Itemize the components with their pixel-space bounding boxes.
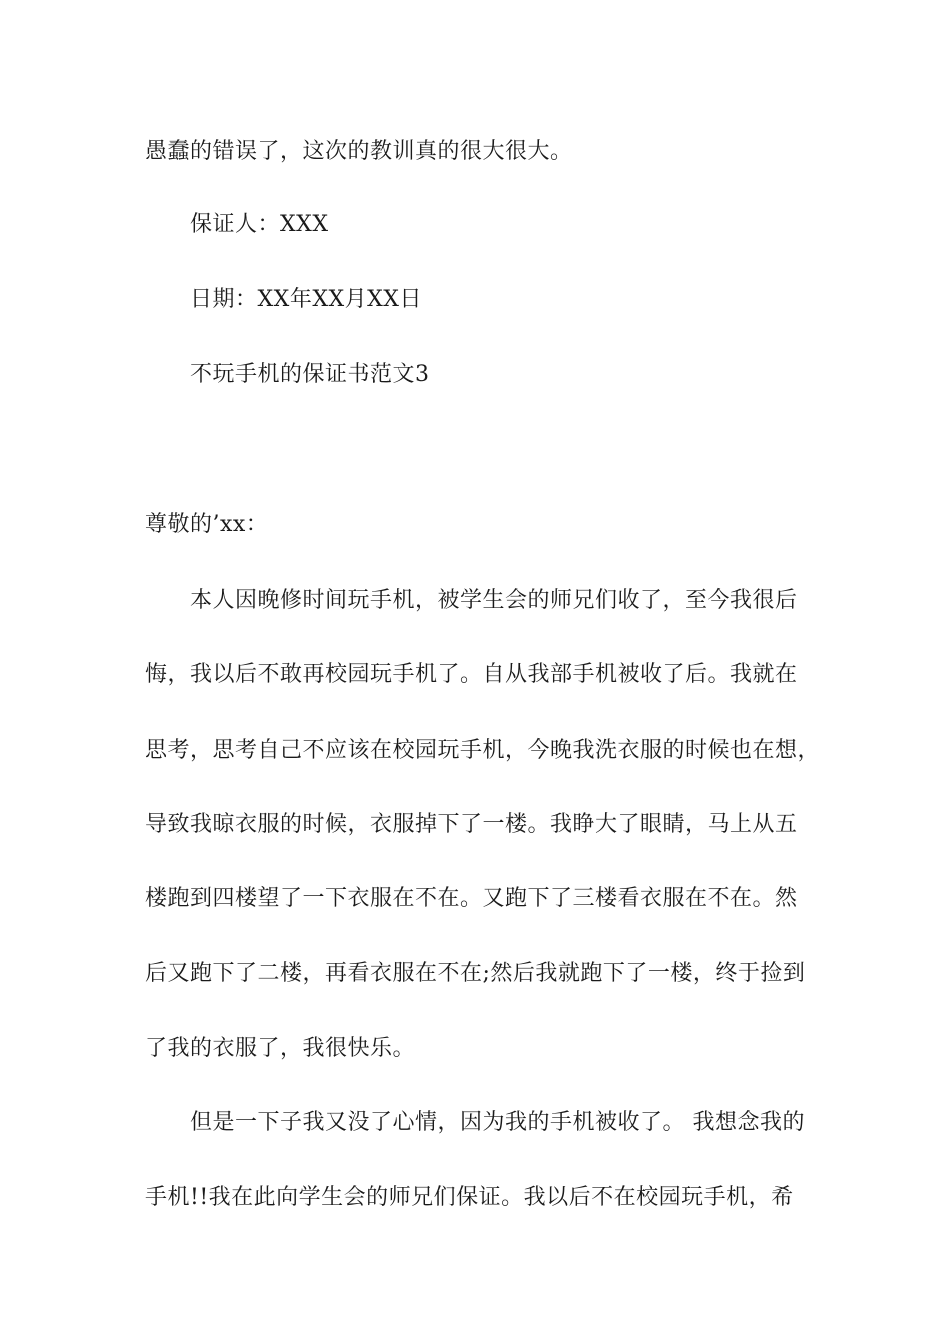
paragraph-1-line-6: 后又跑下了二楼，再看衣服在不在;然后我就跑下了一楼，终于捡到 — [145, 961, 806, 986]
salutation: 尊敬的’xx： — [145, 512, 269, 537]
section-title: 不玩手机的保证书范文3 — [190, 362, 430, 387]
paragraph-1-line-1: 本人因晚修时间玩手机，被学生会的师兄们收了，至今我很后 — [190, 588, 798, 613]
paragraph-2-line-1: 但是一下子我又没了心情，因为我的手机被收了。 我想念我的 — [190, 1110, 805, 1135]
paragraph-1-line-4: 导致我晾衣服的时候，衣服掉下了一楼。我睁大了眼睛，马上从五 — [145, 812, 798, 837]
text-line-1: 愚蠢的错误了，这次的教训真的很大很大。 — [145, 139, 573, 164]
guarantor-line: 保证人：XXX — [190, 212, 329, 237]
paragraph-2-line-2: 手机!!我在此向学生会的师兄们保证。我以后不在校园玩手机，希 — [145, 1185, 794, 1210]
date-line: 日期：XX年XX月XX日 — [190, 287, 422, 312]
paragraph-1-line-3: 思考，思考自己不应该在校园玩手机，今晚我洗衣服的时候也在想， — [145, 738, 821, 763]
paragraph-1-line-2: 悔，我以后不敢再校园玩手机了。自从我部手机被收了后。我就在 — [145, 662, 798, 687]
paragraph-1-line-7: 了我的衣服了，我很快乐。 — [145, 1036, 416, 1061]
paragraph-1-line-5: 楼跑到四楼望了一下衣服在不在。又跑下了三楼看衣服在不在。然 — [145, 886, 798, 911]
